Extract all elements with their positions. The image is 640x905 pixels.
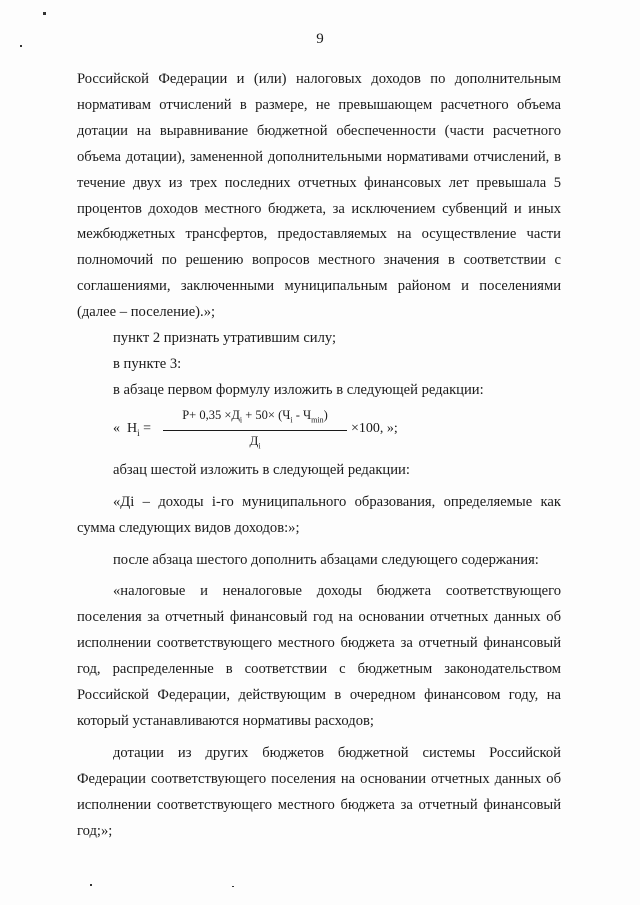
paragraph-abzac-six: абзац шестой изложить в следующей редакции: (113, 461, 410, 478)
page-number: 9 (316, 31, 324, 47)
scan-mark (90, 884, 92, 886)
scan-mark (232, 886, 234, 887)
fraction-bar (163, 430, 347, 431)
formula-lhs: $Н_i$ = (127, 420, 152, 438)
paragraph-formula-intro: в абзаце первом формулу изложить в следующей редакции: (113, 381, 484, 398)
formula (113, 406, 561, 450)
paragraph-di-definition: «Дi – доходы i-го муниципального образования, определяемые как сумма следующих видов доходов:»; (77, 493, 561, 536)
formula-fraction (163, 406, 347, 456)
formula-numerator: $Р+ 0,35 \times Д_i + 50\times (Ч_i - Ч_{min})$ (182, 407, 328, 425)
formula-denominator: $Д_i$ (249, 433, 261, 451)
formula-open-quote: « (113, 420, 120, 436)
paragraph-continuation: Российской Федерации и (или) налоговых доходов по дополнительным нормативам отчислений в размере, не превышающем расчетного объема дотации на выравнивание бюджетной обеспеченности (части расчетного объема дотации), замененной дополнительными нормативами отчислений, в течение двух из трех последних отчетных финансовых лет превышала 5 процентов доходов местного бюджета, за исключением субвенций и иных межбюджетных трансфертов, предоставляемых на осуществление части полномочий по решению вопросов местного значения в соответствии с соглашениями, заключенными муниципальным районом и поселениями (далее – поселение).»; (77, 71, 561, 321)
formula-rhs: ×100, »; (351, 420, 398, 436)
paragraph-item-3: в пункте 3: (113, 355, 182, 372)
scan-mark (43, 12, 46, 15)
paragraph-tax-revenues: «налоговые и неналоговые доходы бюджета соответствующего поселения за отчетный финансовый год на основании отчетных данных об исполнении соответствующего местного бюджета за отчетный финансовый год, распределенные в соответствии с бюджетным законодательством Российской Федерации, действующим в очередном финансовом году, на который устанавливаются нормативы расходов; (77, 583, 561, 729)
paragraph-add-abzacs: после абзаца шестого дополнить абзацами следующего содержания: (113, 551, 539, 568)
paragraph-item-2: пункт 2 признать утратившим силу; (113, 330, 337, 347)
document-body (77, 67, 561, 844)
paragraph-subsidies: дотации из других бюджетов бюджетной системы Российской Федерации соответствующего поселения на основании отчетных данных об исполнении соответствующего местного бюджета за отчетный финансовый год;»; (77, 744, 561, 839)
